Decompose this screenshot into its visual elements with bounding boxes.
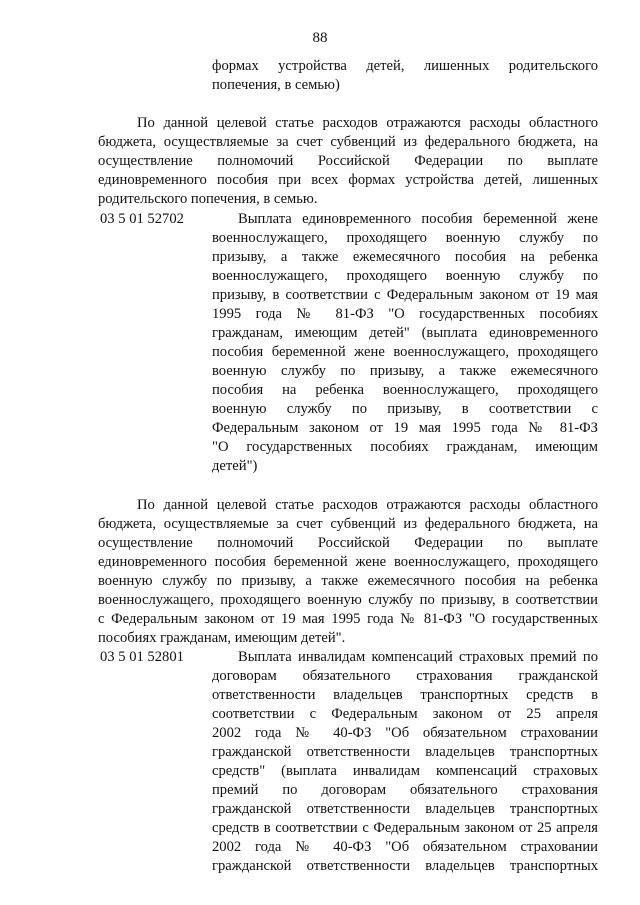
paragraph-line: пособиях гражданам, имеющим детей". bbox=[98, 630, 346, 646]
entry-line: гражданской ответственности владельцев транспортных bbox=[212, 858, 598, 874]
entry-line: Федеральным законом от 19 мая 1995 года № 81-ФЗ bbox=[212, 420, 598, 436]
entry-line: договорам обязательного страхования гражданской bbox=[212, 668, 598, 684]
paragraph-line: бюджета, осуществляемые за счет субвенций из федерального бюджета, на bbox=[98, 134, 598, 150]
entry-line: военную службу по призыву, а также ежемесячного bbox=[212, 363, 598, 379]
entry-line: гражданской ответственности владельцев транспортных bbox=[212, 744, 598, 760]
paragraph-line: военнослужащего, проходящего военную службу по призыву, в соответствии bbox=[98, 592, 598, 608]
paragraph-line: По данной целевой статье расходов отражаются расходы областного bbox=[137, 115, 598, 131]
entry-line: 2002 года № 40-ФЗ "Об обязательном страховании bbox=[212, 839, 598, 855]
entry-line: военную службу по призыву, в соответствии с bbox=[212, 401, 598, 417]
paragraph-line: бюджета, осуществляемые за счет субвенций из федерального бюджета, на bbox=[98, 516, 598, 532]
entry-line: гражданской ответственности владельцев транспортных bbox=[212, 801, 598, 817]
continuation-line: формах устройства детей, лишенных родительского bbox=[212, 58, 598, 74]
paragraph-line: военную службу по призыву, а также ежемесячного пособия на ребенка bbox=[98, 573, 598, 589]
paragraph-line: единовременного пособия беременной жене военнослужащего, проходящего bbox=[98, 554, 598, 570]
paragraph-line: осуществление полномочий Российской Федерации по выплате bbox=[98, 535, 598, 551]
entry-line: пособия на ребенка военнослужащего, проходящего bbox=[212, 382, 598, 398]
paragraph-line: родительского попечения, в семью. bbox=[98, 191, 318, 207]
entry-line: Выплата инвалидам компенсаций страховых премий по bbox=[238, 649, 598, 665]
page-number: 88 bbox=[312, 30, 328, 46]
entry-line: ответственности владельцев транспортных средств в bbox=[212, 687, 598, 703]
entry-line: призыву, а также ежемесячного пособия на ребенка bbox=[212, 249, 598, 265]
entry-line: 1995 года № 81-ФЗ "О государственных пособиях bbox=[212, 306, 598, 322]
entry-line: средств в соответствии с Федеральным законом от 25 апреля bbox=[212, 820, 598, 836]
entry-line: соответствии с Федеральным законом от 25 апреля bbox=[212, 706, 598, 722]
entry-line: премий по договорам обязательного страхования bbox=[212, 782, 598, 798]
entry-line: военнослужащего, проходящего военную службу по bbox=[212, 230, 598, 246]
entry-line: призыву, в соответствии с Федеральным законом от 19 мая bbox=[212, 287, 598, 303]
paragraph-line: с Федеральным законом от 19 мая 1995 года № 81-ФЗ "О государственных bbox=[98, 611, 598, 627]
budget-code: 03 5 01 52702 bbox=[100, 211, 184, 227]
entry-line: средств" (выплата инвалидам компенсаций страховых bbox=[212, 763, 598, 779]
entry-line: военнослужащего, проходящего военную службу по bbox=[212, 268, 598, 284]
entry-line: пособия беременной жене военнослужащего, проходящего bbox=[212, 344, 598, 360]
entry-line: Выплата единовременного пособия беременной жене bbox=[238, 211, 598, 227]
paragraph-line: единовременного пособия при всех формах устройства детей, лишенных bbox=[98, 172, 598, 188]
entry-line: 2002 года № 40-ФЗ "Об обязательном страховании bbox=[212, 725, 598, 741]
paragraph-line: По данной целевой статье расходов отражаются расходы областного bbox=[137, 497, 598, 513]
entry-line: "О государственных пособиях гражданам, имеющим bbox=[212, 439, 598, 455]
paragraph-line: осуществление полномочий Российской Федерации по выплате bbox=[98, 153, 598, 169]
continuation-line: попечения, в семью) bbox=[212, 77, 340, 93]
budget-code: 03 5 01 52801 bbox=[100, 649, 184, 665]
entry-line: гражданам, имеющим детей" (выплата единовременного bbox=[212, 325, 598, 341]
entry-line: детей") bbox=[212, 458, 258, 474]
